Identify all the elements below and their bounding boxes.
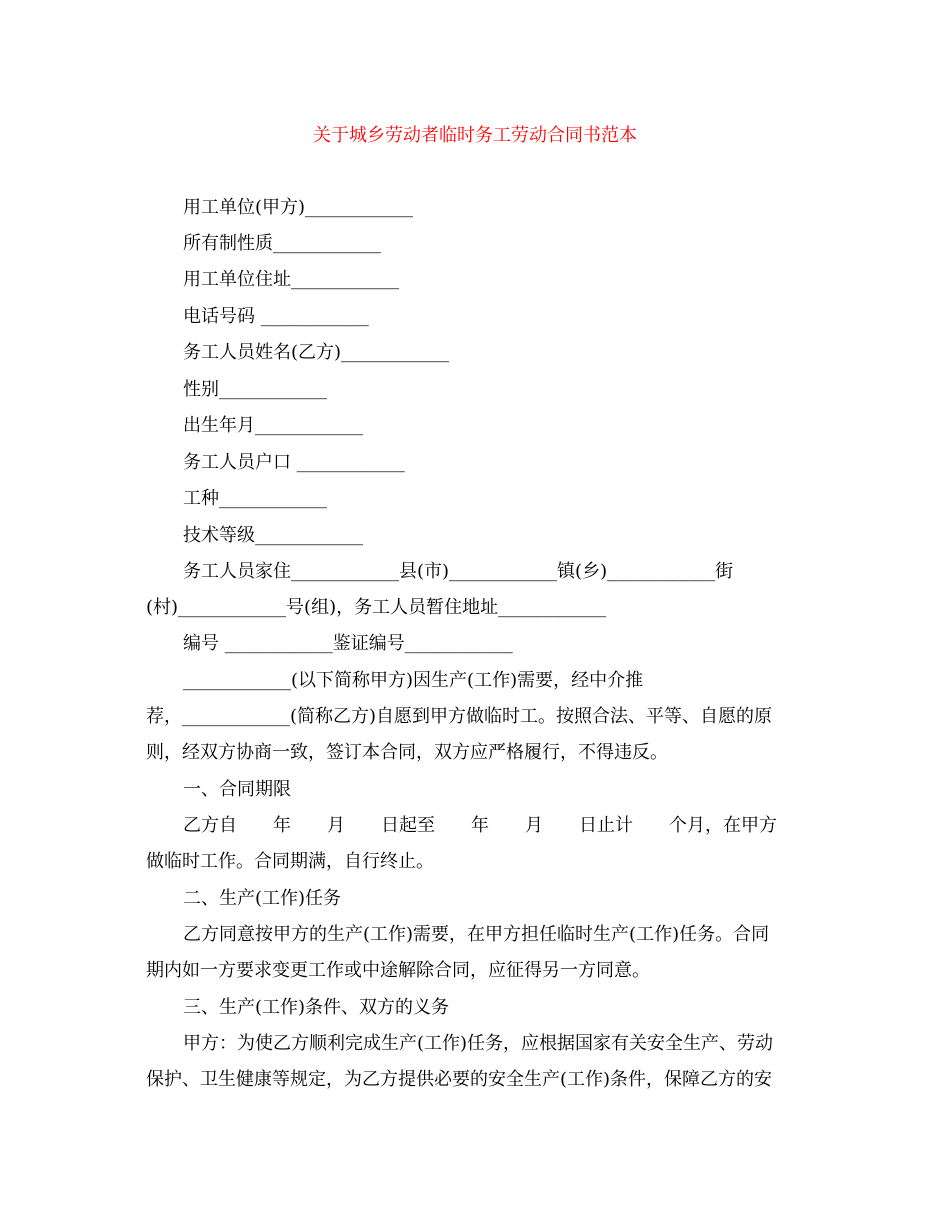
field-employer: 用工单位(甲方)____________: [183, 197, 414, 218]
field-ownership: 所有制性质____________: [183, 233, 381, 254]
field-birth: 出生年月____________: [183, 415, 363, 436]
paragraph-line: ____________(以下简称甲方)因生产(工作)需要，经中介推: [183, 670, 644, 691]
field-skill-level: 技术等级____________: [183, 525, 363, 546]
paragraph-line: 则，经双方协商一致，签订本合同，双方应严格履行，不得违反。: [146, 742, 668, 763]
paragraph-line: 甲方：为使乙方顺利完成生产(工作)任务，应根据国家有关安全生产、劳动: [183, 1033, 774, 1054]
field-home-address-cont: (村)____________号(组)，务工人员暂住地址____________: [146, 597, 607, 618]
section-heading: 三、生产(工作)条件、双方的义务: [183, 997, 450, 1018]
paragraph-line: 乙方同意按甲方的生产(工作)需要，在甲方担任临时生产(工作)任务。合同: [183, 924, 770, 945]
field-gender: 性别____________: [183, 379, 327, 400]
document-title: 关于城乡劳动者临时务工劳动合同书范本: [313, 125, 637, 146]
section-heading: 一、合同期限: [183, 779, 291, 800]
field-job-type: 工种____________: [183, 488, 327, 509]
field-number: 编号 ____________鉴证编号____________: [183, 633, 513, 654]
field-worker-name: 务工人员姓名(乙方)____________: [183, 342, 450, 363]
paragraph-line: 做临时工作。合同期满，自行终止。: [146, 851, 434, 872]
paragraph-line: 乙方自 年 月 日起至 年 月 日止计 个月，在甲方: [183, 815, 777, 836]
paragraph-line: 期内如一方要求变更工作或中途解除合同，应征得另一方同意。: [146, 960, 650, 981]
field-phone: 电话号码 ____________: [183, 306, 369, 327]
paragraph-line: 荐，____________(简称乙方)自愿到甲方做临时工。按照合法、平等、自愿的原: [146, 706, 773, 727]
field-home-address: 务工人员家住____________县(市)____________镇(乡)____________街: [183, 561, 734, 582]
field-household: 务工人员户口 ____________: [183, 452, 405, 473]
paragraph-line: 保护、卫生健康等规定，为乙方提供必要的安全生产(工作)条件，保障乙方的安: [146, 1069, 773, 1090]
field-employer-address: 用工单位住址____________: [183, 269, 399, 290]
section-heading: 二、生产(工作)任务: [183, 888, 342, 909]
